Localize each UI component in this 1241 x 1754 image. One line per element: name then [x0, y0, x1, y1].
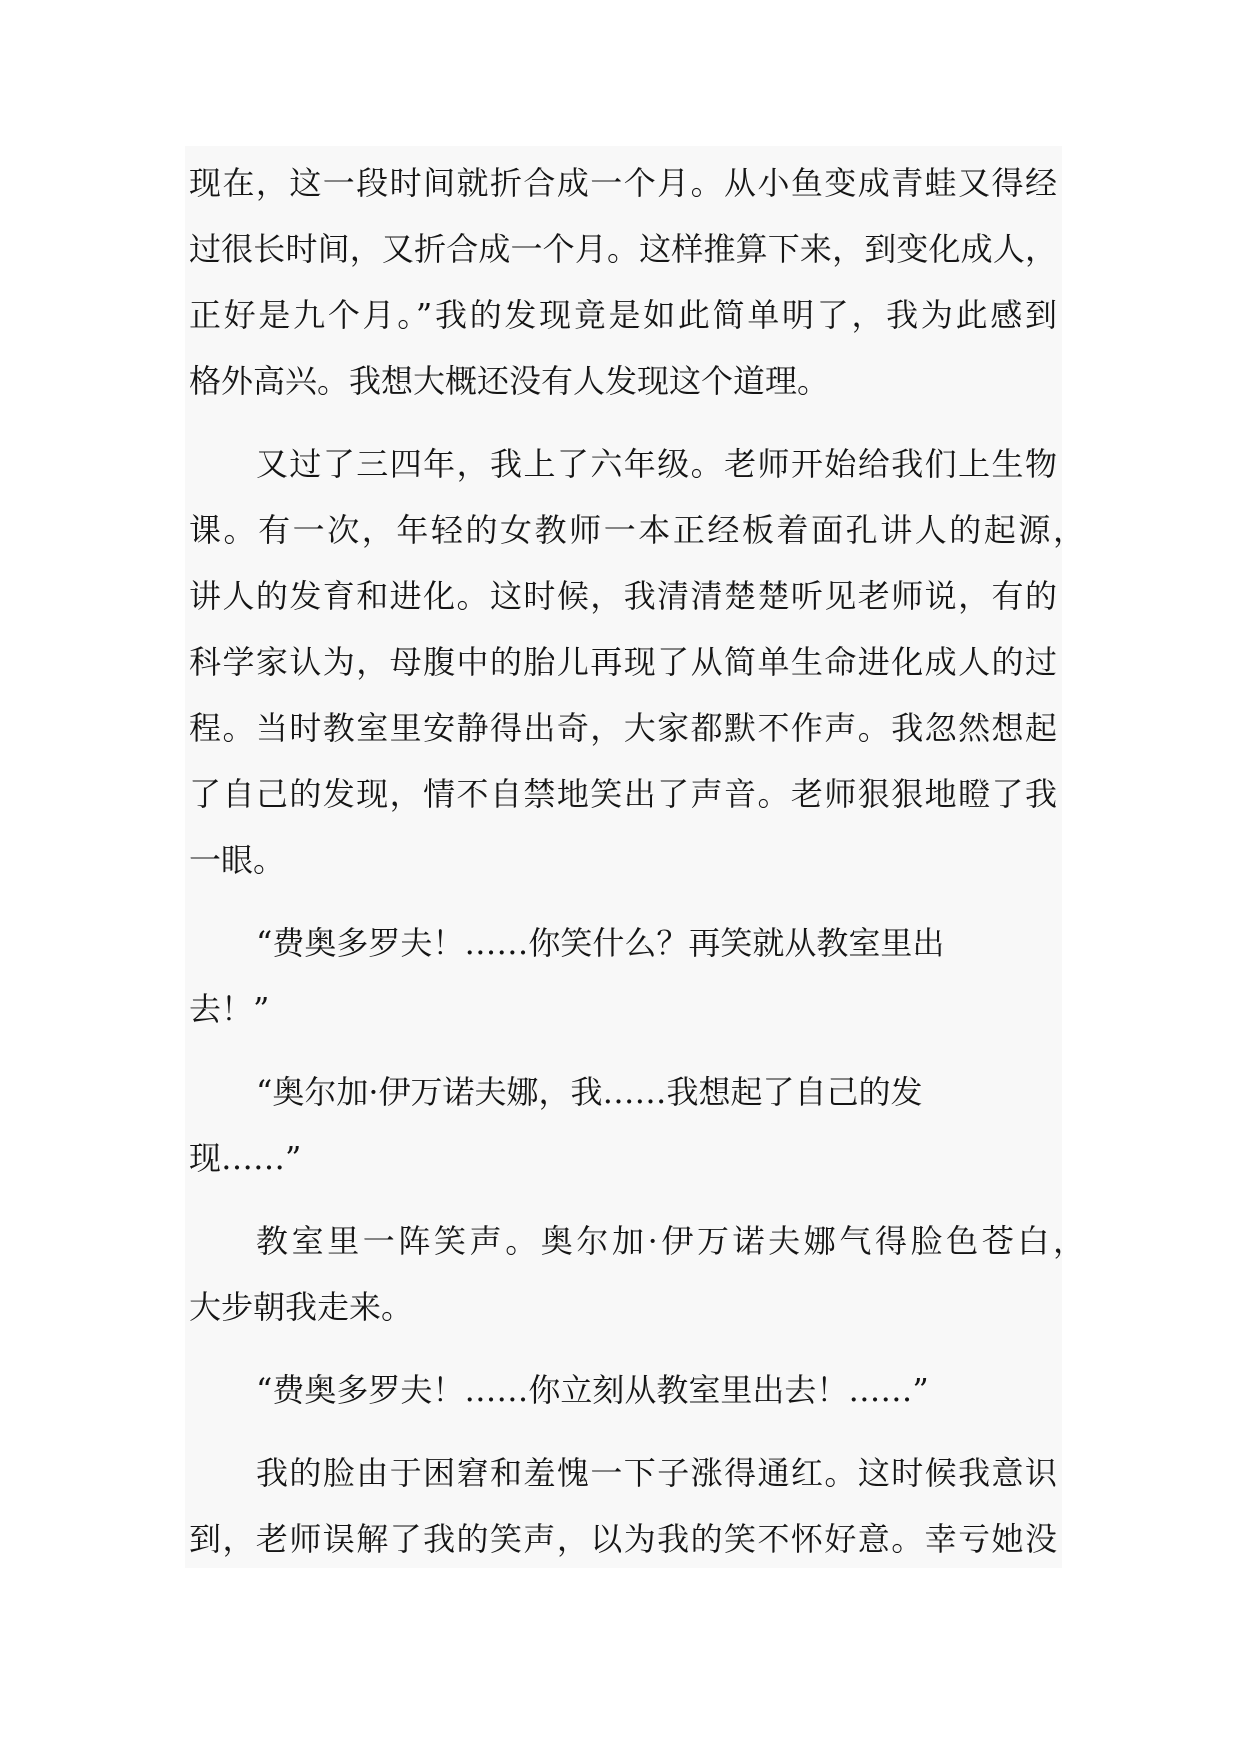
paragraph — [189, 1440, 1109, 1572]
text-line: 过很长时间，又折合成一个月。这样推算下来，到变化成人， — [189, 230, 1057, 268]
text-line: 我的脸由于困窘和羞愧一下子涨得通红。这时候我意识 — [256, 1454, 1057, 1492]
text-line: 又过了三四年，我上了六年级。老师开始给我们上生物 — [256, 445, 1057, 483]
text-line: 现在，这一段时间就折合成一个月。从小鱼变成青蛙又得经 — [189, 164, 1057, 202]
text-line: 科学家认为，母腹中的胎儿再现了从简单生命进化成人的过 — [189, 643, 1057, 681]
paragraph — [189, 910, 1109, 1042]
paragraph — [189, 431, 1109, 893]
text-line: 了自己的发现，情不自禁地笑出了声音。老师狠狠地瞪了我 — [189, 775, 1057, 813]
text-line: 正好是九个月。”我的发现竟是如此简单明了，我为此感到 — [189, 296, 1057, 334]
text-line: “费奥多罗夫！……你立刻从教室里出去！……” — [256, 1371, 929, 1409]
paragraph — [189, 1059, 1109, 1191]
paragraph — [189, 1208, 1109, 1340]
text-line: 程。当时教室里安静得出奇，大家都默不作声。我忽然想起 — [189, 709, 1057, 747]
text-line: 格外高兴。我想大概还没有人发现这个道理。 — [189, 362, 830, 400]
document-body — [189, 150, 1109, 1572]
text-line: “费奥多罗夫！……你笑什么？再笑就从教室里出 — [256, 924, 945, 962]
text-line: 课。有一次，年轻的女教师一本正经板着面孔讲人的起源， — [189, 511, 1085, 549]
paragraph — [189, 150, 1109, 414]
text-line: 去！” — [189, 990, 270, 1028]
text-line: 讲人的发育和进化。这时候，我清清楚楚听见老师说，有的 — [189, 577, 1057, 615]
text-line: “奥尔加·伊万诺夫娜，我……我想起了自己的发 — [256, 1073, 923, 1111]
text-line: 现……” — [189, 1139, 302, 1177]
text-line: 教室里一阵笑声。奥尔加·伊万诺夫娜气得脸色苍白， — [256, 1222, 1085, 1260]
text-line: 一眼。 — [189, 841, 286, 879]
text-line: 大步朝我走来。 — [189, 1288, 414, 1326]
text-line: 到，老师误解了我的笑声，以为我的笑不怀好意。幸亏她没 — [189, 1520, 1057, 1558]
paragraph — [189, 1357, 1109, 1423]
